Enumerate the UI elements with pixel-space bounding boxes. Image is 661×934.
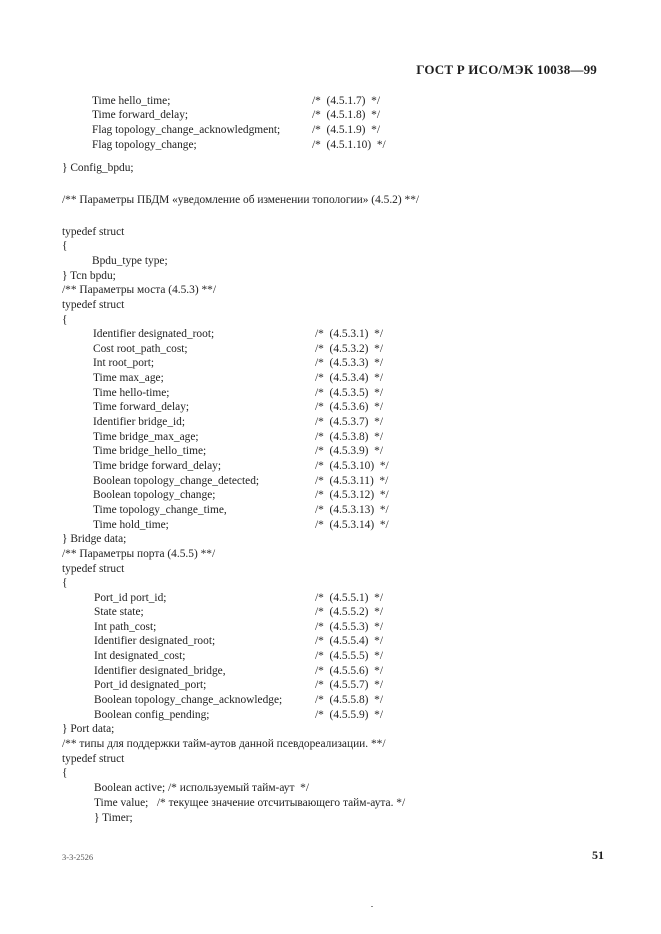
code-line: Time topology_change_time, <box>93 504 227 516</box>
code-line: { <box>62 767 68 779</box>
code-line: Time bridge forward_delay; <box>93 460 222 472</box>
page-number: 51 <box>592 848 604 862</box>
code-line: State state; <box>94 606 144 618</box>
footer-code: 3-3-2526 <box>62 852 94 862</box>
code-line: /** типы для поддержки тайм-аутов данной псевдореализации. **/ <box>62 738 386 750</box>
code-line: { <box>62 314 68 326</box>
code-line: } Timer; <box>94 812 133 824</box>
code-comment: /* (4.5.5.2) */ <box>315 606 384 618</box>
code-comment: /* (4.5.1.7) */ <box>312 95 381 107</box>
code-line: /** Параметры порта (4.5.5) **/ <box>62 548 216 560</box>
code-line: Time hello_time; <box>92 95 171 107</box>
code-line: Port_id port_id; <box>94 592 167 604</box>
code-line: Boolean config_pending; <box>94 709 210 721</box>
code-comment: /* (4.5.5.5) */ <box>315 650 384 662</box>
code-comment: /* (4.5.3.12) */ <box>315 489 389 501</box>
code-comment: /* (4.5.3.11) */ <box>315 475 389 487</box>
code-line: Time value; /* текущее значение отсчитывающего тайм-аута. */ <box>94 797 406 809</box>
code-line: Time bridge_hello_time; <box>93 445 207 457</box>
code-line: /** Параметры ПБДМ «уведомление об изменении топологии» (4.5.2) **/ <box>62 194 420 206</box>
code-line: } Port data; <box>62 723 115 735</box>
code-line: } Bridge data; <box>62 533 127 545</box>
code-line: Flag topology_change_acknowledgment; <box>92 124 281 136</box>
code-line: Time hello-time; <box>93 387 170 399</box>
code-comment: /* (4.5.3.5) */ <box>315 387 384 399</box>
code-line: typedef struct <box>62 226 125 238</box>
code-comment: /* (4.5.3.9) */ <box>315 445 384 457</box>
code-line: Time max_age; <box>93 372 164 384</box>
code-line: typedef struct <box>62 299 125 311</box>
code-line: Time forward_delay; <box>93 401 190 413</box>
code-comment: /* (4.5.3.13) */ <box>315 504 389 516</box>
code-line: Boolean topology_change_acknowledge; <box>94 694 283 706</box>
code-line: Boolean topology_change_detected; <box>93 475 260 487</box>
code-comment: /* (4.5.3.7) */ <box>315 416 384 428</box>
code-line: } Config_bpdu; <box>62 162 134 174</box>
code-comment: /* (4.5.3.2) */ <box>315 343 384 355</box>
code-line: { <box>62 240 68 252</box>
code-comment: /* (4.5.3.3) */ <box>315 357 384 369</box>
code-line: Flag topology_change; <box>92 139 197 151</box>
code-comment: /* (4.5.5.4) */ <box>315 635 384 647</box>
code-comment: /* (4.5.1.8) */ <box>312 109 381 121</box>
code-comment: /* (4.5.3.14) */ <box>315 519 389 531</box>
code-comment: /* (4.5.1.10) */ <box>312 139 386 151</box>
code-comment: /* (4.5.3.6) */ <box>315 401 384 413</box>
code-line: Identifier designated_root; <box>94 635 216 647</box>
code-line: Time hold_time; <box>93 519 169 531</box>
code-line: /** Параметры моста (4.5.3) **/ <box>62 284 217 296</box>
code-line: Port_id designated_port; <box>94 679 207 691</box>
code-line: Time bridge_max_age; <box>93 431 199 443</box>
code-comment: /* (4.5.5.6) */ <box>315 665 384 677</box>
code-line: Cost root_path_cost; <box>93 343 188 355</box>
code-line: typedef struct <box>62 563 125 575</box>
code-comment: /* (4.5.1.9) */ <box>312 124 381 136</box>
code-line: } Tcn bpdu; <box>62 270 116 282</box>
code-line: Identifier designated_bridge, <box>94 665 226 677</box>
code-comment: /* (4.5.5.7) */ <box>315 679 384 691</box>
code-comment: /* (4.5.5.1) */ <box>315 592 384 604</box>
page-header: ГОСТ Р ИСО/МЭК 10038—99 <box>416 62 597 77</box>
code-line: Bpdu_type type; <box>92 255 168 267</box>
code-line: Time forward_delay; <box>92 109 189 121</box>
code-line: Identifier bridge_id; <box>93 416 186 428</box>
code-line: Int designated_cost; <box>94 650 186 662</box>
code-comment: /* (4.5.5.9) */ <box>315 709 384 721</box>
code-comment: /* (4.5.3.1) */ <box>315 328 384 340</box>
code-line: Int root_port; <box>93 357 155 369</box>
code-line: typedef struct <box>62 753 125 765</box>
code-line: { <box>62 577 68 589</box>
scan-speck <box>371 906 373 907</box>
code-line: Identifier designated_root; <box>93 328 215 340</box>
code-comment: /* (4.5.5.3) */ <box>315 621 384 633</box>
code-line: Int path_cost; <box>94 621 157 633</box>
code-comment: /* (4.5.5.8) */ <box>315 694 384 706</box>
code-comment: /* (4.5.3.8) */ <box>315 431 384 443</box>
code-line: Boolean active; /* используемый тайм-аут */ <box>94 782 310 794</box>
code-comment: /* (4.5.3.4) */ <box>315 372 384 384</box>
code-line: Boolean topology_change; <box>93 489 216 501</box>
code-comment: /* (4.5.3.10) */ <box>315 460 389 472</box>
